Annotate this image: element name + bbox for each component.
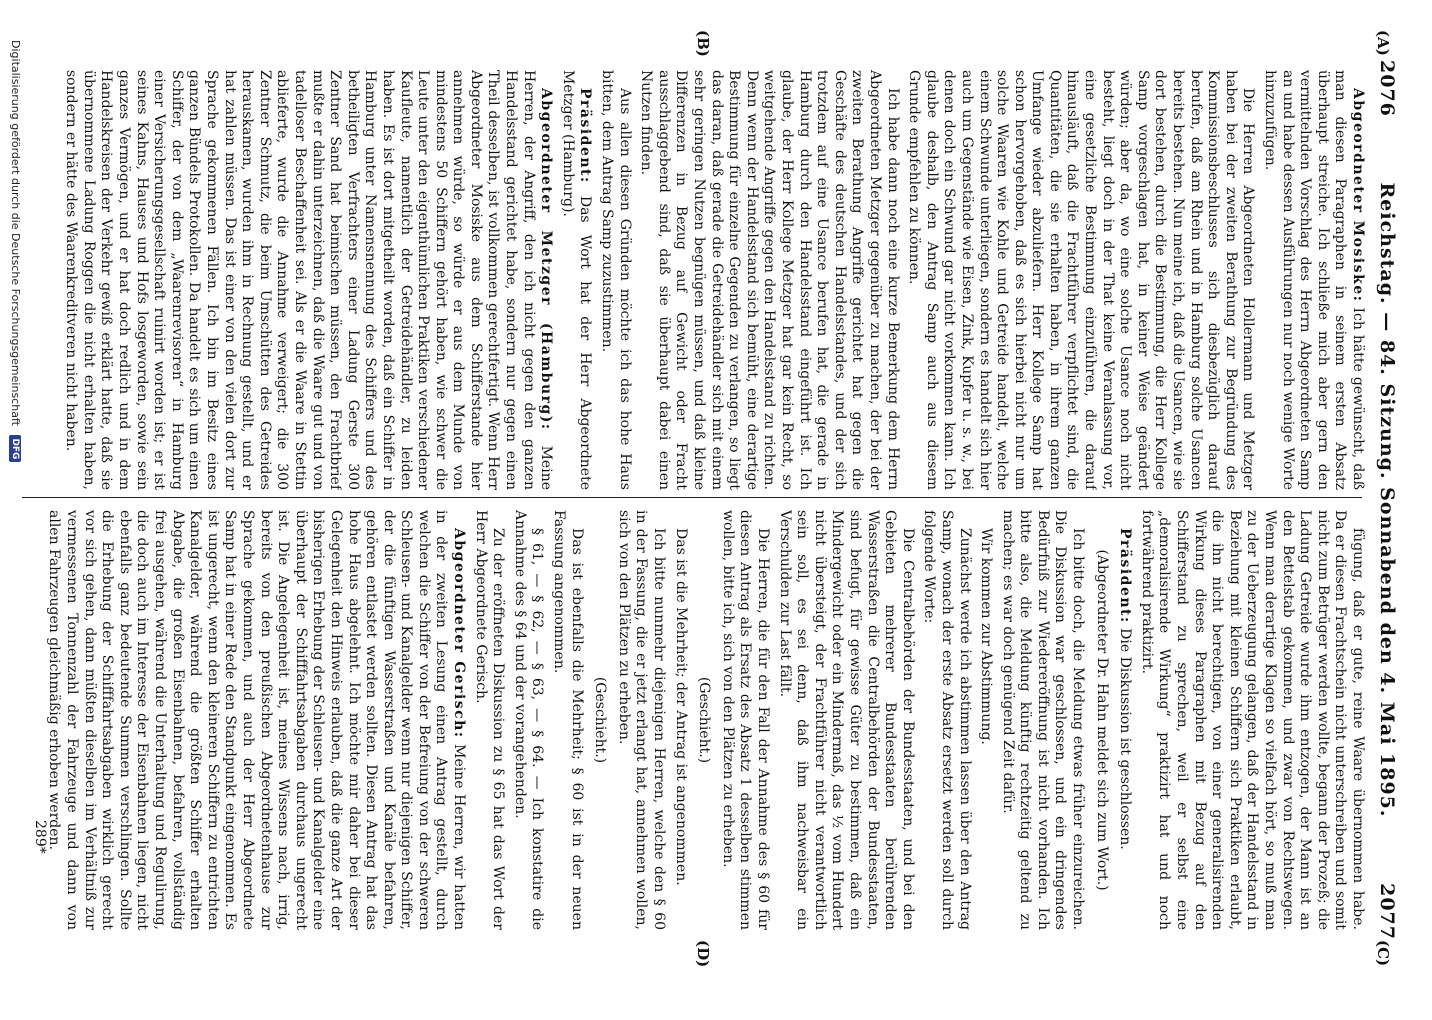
speech-paragraph [62, 70, 555, 490]
column-divider [22, 497, 1362, 498]
body-paragraph: Wir kommen zur Abstimmung. [978, 528, 995, 745]
speaker-name: Präsident: [577, 88, 594, 184]
body-paragraph: Ich bitte doch, die Meldung etwas früher einzureichen. Die Diskussion war geschlossen, und ein dringendes Bedürfniß zur Wiedereröffnung ist nicht vorhanden. Ich bitte also, die Meldung künftig rechtzeitig geltend zu machen; es war doch genügend Zeit dafür. [999, 510, 1087, 930]
body-paragraph: Zunächst werde ich abstimmen lassen über den Antrag Samp, wonach der erste Absatz ersetzt werden soll durch folgende Worte: [921, 510, 973, 930]
speech-text: Ich hätte gewünscht, daß man diesen Paragraphen in seinem ersten Absatz überhaupt streiche. Ich schließe mich aber gern den vermittelnden Vorschlag des Herrn Abgeordneten Samp an und habe dessen Ausführungen nur noch wenige Worte hinzuzufügen. [1262, 70, 1366, 490]
page-header [1372, 60, 1398, 940]
page-number-right: 2077 [1376, 883, 1398, 940]
speech-paragraph [1116, 510, 1134, 930]
margin-mark-c: (C) [1374, 940, 1392, 967]
body-paragraph: Zu der eröffneten Diskussion zu § 65 hat das Wort der Herr Abgeordnete Gerisch. [472, 510, 507, 930]
speech-text: Das Wort hat der Herr Abgeordnete Metzger (Hamburg). [559, 70, 594, 490]
speech-text: Die Diskussion ist geschlossen. [1117, 628, 1134, 850]
body-paragraph: Das ist die Mehrheit; der Antrag ist angenommen. [672, 528, 689, 886]
margin-mark-d: (D) [694, 940, 712, 968]
body-paragraph: fügung, daß er gute, reine Waare übernommen habe. Da er diesen Frachtschein nicht unterschreiben und somit nicht zum Betrüger werden wollte, begann der Prozeß; die Ladung Getreide wurde ihm entzogen, der Mann ist an den Bettelstab gekommen, und zwar von Rechtswegen. Wenn man derartige Klagen so vielfach hört, so muß man zu der Ueberzeugung gelangen, daß der Handelsstand in Beziehung mit kleinen Schiffern sich Praktiken erlaubt, die ihn nicht berechtigen, von einer generalisirenden Wirkung dieses Paragraphen mit Bezug auf den Schifferstand zu sprechen, weil er selbst eine „demoralisirende Wirkung“ praktizirt hat und noch fortwährend praktizirt. [1138, 510, 1366, 930]
body-paragraph: Ich bitte nunmehr diejenigen Herren, welche den § 60 in der Fassung, die er jetzt erlangt hat, annehmen wollen, sich von den Plätzen zu erheben. [615, 510, 668, 930]
stage-direction: (Geschieht.) [696, 676, 713, 764]
stage-direction: (Geschieht.) [592, 676, 609, 764]
digitization-credit [2, 40, 22, 1020]
body-paragraph: Die Centralbehörden der Bundesstaaten, und bei den Gebieten mehrerer Bundesstaaten berührenden Wasserstraßen die Centralbehörden der Bundesstaaten, sind befugt, für gewisse Güter zu bestimmen, daß ein Mindergewicht oder ein Mindermaß, das ½ vom Hundert nicht übersteigt, der Frachtführer nicht verantwortlich sein soll, es sei denn, daß ihm nachweisbar ein Verschulden zur Last fällt. [776, 510, 916, 930]
speech-text: Meine Herren, wir hatten in der zweiten Lesung einen Antrag gestellt, durch welchen die Schiffer von der Befreiung von der schweren Schleusen- und Kanalgelder wenn nur diejenigen Schiffer, der die fünftigen Wasserstraßen und Kanäle befahren, gehören entlastet werden sollten. Diesen Antrag hat das hohe Haus abgelehnt. Ich möchte mir daher bei dieser Gelegenheit den Hinweis erlauben, daß die ganze Art der bisherigen Erhebung der Schleusen- und Kanalgelder eine überhaupt der Schifffahrtsabgaben durchaus ungerecht ist. Die Angelegenheit ist, meines Wissens nach, irrig, bereits von den preußischen Abgeordnetenhause zur Sprache gekommen, und auch der Herr Abgeordnete Samp hat in einer Rede den Standpunkt eingenommen. Es ist ungerecht, wenn den kleineren Schiffern zu entrichten Kanalgelder, während die größten Schiffer erhalten Abgabe, die großen Eisenbahnen, befahren, vollständig frei ausgehen, während die Unterhaltung und Regulirung, die doch auch im Interesse der Eisenbahnen liegen, nicht ebenfalls ganz bedeutende Summen verschlingen. Sollte die Erhebung der Schifffahrtsabgaben wirklich gerecht vor sich gehen, dann müßten dieselben im Verhältniß zur vermessenen Tonnenzahl der Fahrzeuge und dann von allen Fahrzeugen gleichmäßig erhoben werden. [46, 510, 468, 930]
margin-mark-b: (B) [694, 30, 712, 57]
page-mark: 289* [32, 820, 48, 854]
body-paragraph: Die Herren Abgeordneten Hollermann und Metzger haben bei der zweiten Berathung zur Begründung des Kommissionsbeschlusses sich diesbezüglich darauf berufen, daß am Rhein und in Hamburg solche Usancen bereits bestehen. Nun meine ich, daß die Usancen, wie sie dort bestehen, durch die Bestimmung, die Herr Kollege Samp vorgeschlagen hat, in keiner Weise geändert würden; aber da, wo eine solche Usance noch nicht besteht, liegt doch in der That keine Veranlassung vor, eine gesetzliche Bestimmung einzuführen, die darauf hinausläuft, daß die Frachtführer verpflichtet sind, die Quantitäten, die sie erhalten haben, in ihrem ganzen Umfange wieder abzuliefern. Herr Kollege Samp hat schon hervorgehoben, daß es sich hierbei nicht nur um solche Waaren wie Kohle und Getreide handelt, welche einem Schwunde unterliegen, sondern es handelt sich hier auch um Gegenstände wie Eisen, Zink, Kupfer u. s. w., bei denen doch ein Schwund gar nicht vorkommen kann. Ich glaube deshalb, den Antrag Samp auch aus diesem Grunde empfehlen zu können. [906, 70, 1257, 490]
speaker-name: Abgeordneter Gerisch: [451, 528, 468, 739]
body-paragraph: Das ist ebenfalls die Mehrheit; § 60 ist in der neuen Fassung angenommen. [551, 510, 585, 930]
body-paragraph: Aus allen diesen Gründen möchte ich das hohe Haus bitten, dem Antrag Samp zuzustimmen. [599, 70, 633, 490]
body-paragraph: § 61, — § 62, — § 63, — § 64. — Ich konstatire die Annahme des § 64 und der vorangehenden. [511, 510, 546, 930]
speech-text: Meine Herren, der Angriff, den ich nicht gegen den ganzen Handelsstand gerichtet habe, sondern nur gegen einen Theil desselben, ist vollkommen gerechtfertigt. Wenn Herr Abgeordneter Mosiske aus dem Schifferstande hier annehmen würde, so würde er aus dem Munde von mindestens 50 Schiffern gehört haben, wie schwer die Leute unter den eigenthümlichen Praktiken verschiedener Kaufleute, namentlich der Getreidehändler, zu leiden haben. Es ist dort mitgetheilt worden, daß ein Schiffer in Hamburg unter Namensnennung des Schiffers und des betheiligten Verfrachters einer Ladung Gerste 300 Zentner Sand hat beimischen müssen, den Frachtbrief mußte er dahin unterzeichnen, daß die Waare gut und von tadelloser Beschaffenheit sei. Als er die Waare in Stettin ablieferte, wurde die Annahme verweigert; die 300 Zentner Schmutz, die beim Umschütten des Getreides herauskamen, wurden ihm in Rechnung gestellt, und er hat zahlen müssen. Das ist einer von den vielen dort zur Sprache gekommenen Fällen. Ich bin im Besitz eines ganzen Bündels Protokollen. Da handelt es sich um einen Schiffer, der von dem „Waarenrevisoren“ in Hamburg einer Versicherungsgesellschaft ruinirt worden ist; er ist seines Kahns, Hauses und Hofs losgeworden, sowie sein ganzes Vermögen, und er hat doch redlich und in dem Handelskreisen der Verkehr gewiß erklärt hatte, daß sie übernommene Ladung Roggen die nicht erhalten haben, sondern er hätte des Waarenkreditveren nicht haben. [63, 70, 555, 490]
dfg-logo-icon: DFG [9, 435, 21, 462]
speaker-name: Präsident: [1117, 528, 1134, 624]
speech-paragraph [558, 70, 593, 490]
right-column [36, 510, 1366, 930]
running-title: Reichstag. — 84. Sitzung. Sonnabend den 4. Mai 1895. [1376, 182, 1398, 818]
left-column [36, 70, 1366, 490]
speech-paragraph [1260, 70, 1366, 490]
speaker-name: Abgeordneter Metzger (Hamburg): [538, 88, 555, 431]
body-paragraph: Die Herren, die für den Fall der Annahme des § 60 für diesen Antrag als Ersatz des Absatz 1 desselben stimmen wollen, bitte ich, sich von den Plätzen zu erheben. [719, 510, 771, 930]
margin-mark-a: (A) [1374, 30, 1392, 56]
speech-paragraph [45, 510, 467, 930]
stage-direction: (Abgeordneter Dr. Hahn meldet sich zum Wort.) [1093, 549, 1110, 891]
body-paragraph: Ich habe dann noch eine kurze Bemerkung dem Herrn Abgeordneten Metzger gegenüber zu machen, der bei der zweiten Berathung Angriffe gerichtet hat gegen die Geschäfte des deutschen Handelsstandes, und der sich trotzdem auf eine Usance berufen hat, die gerade in Hamburg durch den Handelsstand eingeführt ist. Ich glaube, der Herr Kollege Metzger hat gar kein Recht, so weitgehende Angriffe gegen den Handelsstand zu richten. Denn wenn der Handelsstand sich bemüht, eine derartige Bestimmung für einzelne Gegenden zu verlangen, so liegt das daran, daß gerade die Getreidehändler sich mit einem sehr geringen Nutzen begnügen müssen, und daß kleine Differenzen in Bezug auf Gewicht oder Fracht ausschlaggebend sind, daß sie überhaupt dabei einen Nutzen finden. [638, 70, 901, 490]
page-number-left: 2076 [1376, 60, 1398, 117]
speaker-name: Abgeordneter Mosiske: [1350, 88, 1366, 303]
credit-text: Digitalisierung gefördert durch die Deutsche Forschungsgemeinschaft [9, 40, 22, 426]
